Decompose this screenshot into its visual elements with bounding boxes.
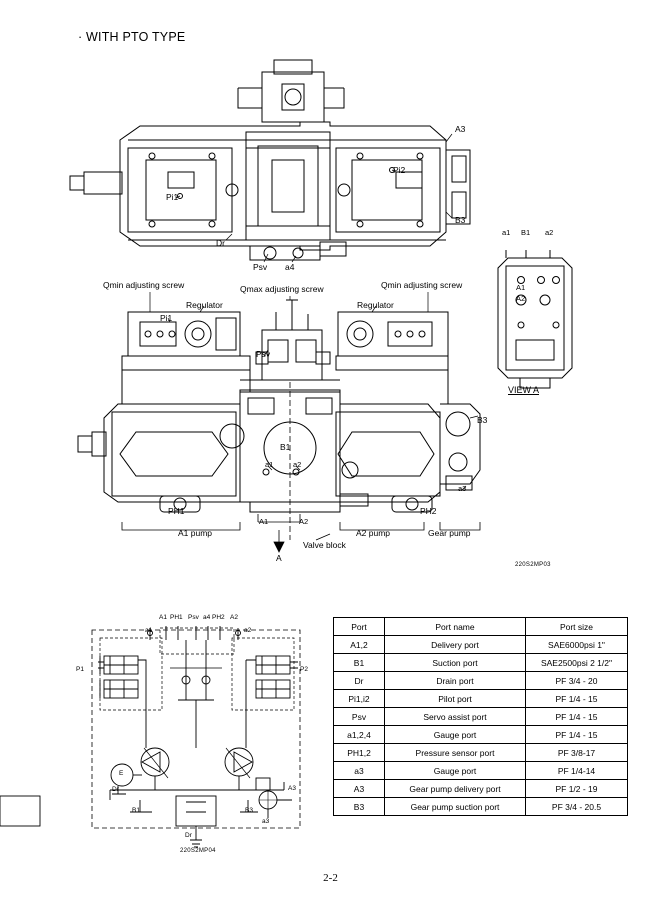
label-qmin-left: Qmin adjusting screw: [103, 280, 185, 290]
cell-port: B1: [334, 654, 385, 672]
cell-port: PH1,2: [334, 744, 385, 762]
label-a1-port-viewa: A1: [516, 283, 526, 292]
label-a3-top: A3: [455, 124, 466, 134]
label-circuit-a1-gauge: a1: [145, 627, 153, 634]
label-a1-viewa: a1: [502, 228, 511, 237]
label-psv-mid: Psv: [256, 349, 271, 359]
table-header-row: [334, 618, 628, 636]
table-row: [334, 690, 628, 708]
label-circuit-ph2: PH2: [212, 614, 225, 621]
label-circuit-a3-gauge: a3: [262, 818, 270, 825]
label-ph2: PH2: [420, 506, 437, 516]
page-title: · WITH PTO TYPE: [78, 30, 186, 44]
table-row: [334, 654, 628, 672]
label-a2-port-viewa: A2: [516, 294, 526, 303]
cell-port-size: PF 1/2 - 19: [526, 780, 628, 798]
cell-port: A3: [334, 780, 385, 798]
label-regulator-right: Regulator: [357, 300, 394, 310]
label-pi1-mid: Pi1: [160, 313, 173, 323]
col-header-port-name: Port name: [385, 618, 526, 636]
label-a2-gauge-mid: a2: [293, 460, 302, 469]
cell-port-name: Delivery port: [385, 636, 526, 654]
cell-port-size: PF 3/8-17: [526, 744, 628, 762]
cell-port-size: PF 3/4 - 20: [526, 672, 628, 690]
table-row: [334, 672, 628, 690]
label-regulator-left: Regulator: [186, 300, 223, 310]
label-ph1: PH1: [168, 506, 185, 516]
cell-port: A1,2: [334, 636, 385, 654]
label-a2-port-mid: A2: [299, 517, 309, 526]
label-pi2-top: Pi2: [393, 165, 406, 175]
label-circuit-a3: A3: [288, 785, 296, 792]
label-qmax: Qmax adjusting screw: [240, 284, 324, 294]
cell-port-size: PF 3/4 - 20.5: [526, 798, 628, 816]
label-circuit-b3: B3: [245, 807, 253, 814]
port-specification-table: [333, 617, 628, 816]
label-qmin-right: Qmin adjusting screw: [381, 280, 463, 290]
label-dr-top: Dr: [216, 238, 225, 248]
label-b3-top: B3: [455, 215, 466, 225]
col-header-port: Port: [334, 618, 385, 636]
label-circuit-a2-gauge: a2: [244, 627, 252, 634]
cell-port: Psv: [334, 708, 385, 726]
label-psv-top: Psv: [253, 262, 268, 272]
label-circuit-a2: A2: [230, 614, 238, 621]
label-b1-mid: B1: [280, 442, 291, 452]
label-circuit-a1: A1: [159, 614, 167, 621]
table-row: [334, 744, 628, 762]
label-circuit-ph1: PH1: [170, 614, 183, 621]
label-circuit-dr-left: Dr: [112, 786, 119, 793]
cell-port-size: PF 1/4-14: [526, 762, 628, 780]
cell-port-name: Drain port: [385, 672, 526, 690]
label-a2-viewa: a2: [545, 228, 554, 237]
cell-port-size: PF 1/4 - 15: [526, 690, 628, 708]
cell-port: a1,2,4: [334, 726, 385, 744]
cell-port-name: Suction port: [385, 654, 526, 672]
cell-port-size: SAE6000psi 1": [526, 636, 628, 654]
view-a-title: VIEW A: [508, 385, 540, 395]
label-circuit-dr-bottom: Dr: [185, 832, 192, 839]
table-row: [334, 708, 628, 726]
label-a4-top: a4: [285, 262, 295, 272]
table-row: [334, 726, 628, 744]
cell-port-name: Servo assist port: [385, 708, 526, 726]
label-circuit-engine: E: [119, 770, 124, 777]
page-number: 2-2: [323, 872, 338, 884]
cell-port-name: Pressure sensor port: [385, 744, 526, 762]
table-row: [334, 762, 628, 780]
col-header-port-size: Port size: [526, 618, 628, 636]
cell-port: Dr: [334, 672, 385, 690]
cell-port: a3: [334, 762, 385, 780]
cell-port: B3: [334, 798, 385, 816]
cell-port-name: Gear pump delivery port: [385, 780, 526, 798]
label-circuit-b1: B1: [132, 807, 140, 814]
label-a1-gauge-mid: a1: [265, 460, 274, 469]
cell-port-name: Gauge port: [385, 762, 526, 780]
label-a2-pump: A2 pump: [356, 528, 391, 538]
cell-port-size: SAE2500psi 2 1/2": [526, 654, 628, 672]
label-pi1-top: Pi1: [166, 192, 179, 202]
cell-port-name: Gauge port: [385, 726, 526, 744]
label-b1-viewa: B1: [521, 228, 531, 237]
figure-code-top: 220S2MP03: [515, 562, 551, 568]
label-circuit-a4: a4: [203, 614, 211, 621]
label-circuit-psv: Psv: [188, 614, 199, 621]
figure-code-bottom: 220S2MP04: [180, 848, 216, 854]
label-section-a: A: [276, 553, 282, 563]
label-a1-pump: A1 pump: [178, 528, 213, 538]
label-gear-pump: Gear pump: [428, 528, 471, 538]
label-a3-mid: a3: [458, 484, 467, 493]
cell-port: Pi1,i2: [334, 690, 385, 708]
table-row: [334, 780, 628, 798]
table-row: [334, 636, 628, 654]
cell-port-name: Gear pump suction port: [385, 798, 526, 816]
label-circuit-p2: P2: [300, 666, 308, 673]
table-row: [334, 798, 628, 816]
label-a1-port-mid: A1: [259, 517, 269, 526]
cell-port-size: PF 1/4 - 15: [526, 726, 628, 744]
label-circuit-p1: P1: [76, 666, 84, 673]
label-valve-block: Valve block: [303, 540, 346, 550]
label-b3-mid: B3: [477, 415, 488, 425]
cell-port-name: Pilot port: [385, 690, 526, 708]
cell-port-size: PF 1/4 - 15: [526, 708, 628, 726]
